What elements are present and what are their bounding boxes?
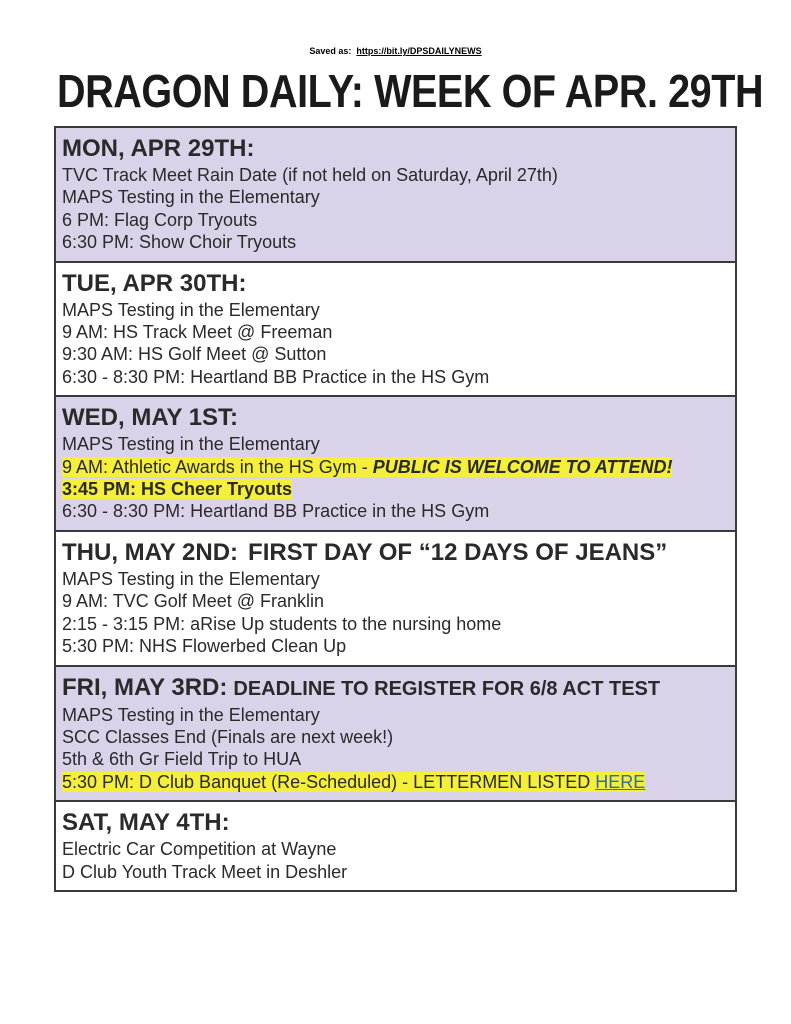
saved-as-note: [0, 46, 791, 56]
day-heading: MON, APR 29TH:: [62, 135, 255, 162]
event-line: Electric Car Competition at Wayne: [62, 839, 337, 860]
event-line-cheer: [62, 478, 729, 500]
day-heading: THU, MAY 2ND:: [62, 538, 239, 566]
awards-text: 9 AM: Athletic Awards in the HS Gym -: [62, 456, 373, 477]
event-line-banquet: [62, 771, 729, 793]
day-heading-row: [62, 538, 729, 568]
event-line: 2:15 - 3:15 PM: aRise Up students to the nursing home: [62, 613, 502, 634]
event-line: 6 PM: Flag Corp Tryouts: [62, 209, 258, 230]
day-saturday: [56, 802, 735, 890]
day-friday: [56, 667, 735, 803]
event-line: MAPS Testing in the Elementary: [62, 299, 320, 320]
day-monday: [56, 128, 735, 263]
lettermen-here-link[interactable]: HERE: [595, 771, 646, 792]
public-welcome-text: PUBLIC IS WELCOME TO ATTEND!: [372, 456, 673, 477]
saved-as-label: Saved as:: [309, 46, 352, 56]
event-line: SCC Classes End (Finals are next week!): [62, 726, 394, 747]
event-line: TVC Track Meet Rain Date (if not held on Saturday, April 27th): [62, 165, 558, 185]
day-wednesday: [56, 397, 735, 532]
event-line: D Club Youth Track Meet in Deshler: [62, 861, 348, 882]
day-subheading: FIRST DAY OF “12 DAYS OF JEANS”: [248, 538, 668, 566]
event-line: MAPS Testing in the Elementary: [62, 187, 320, 208]
event-line: MAPS Testing in the Elementary: [62, 704, 320, 725]
banquet-text: 5:30 PM: D Club Banquet (Re-Scheduled) - LETTERMEN LISTED: [62, 771, 596, 792]
event-line: 9 AM: HS Track Meet @ Freeman: [62, 322, 333, 343]
day-subheading: DEADLINE TO REGISTER FOR 6/8 ACT TEST: [233, 677, 661, 700]
day-tuesday: [56, 263, 735, 398]
event-line-awards: [62, 456, 729, 478]
page-title: DRAGON DAILY: WEEK OF APR. 29TH: [57, 65, 764, 117]
event-line: 6:30 PM: Show Choir Tryouts: [62, 232, 297, 253]
event-line: MAPS Testing in the Elementary: [62, 568, 320, 589]
event-line: 5th & 6th Gr Field Trip to HUA: [62, 749, 302, 770]
day-heading: FRI, MAY 3RD:: [62, 673, 228, 701]
event-line: MAPS Testing in the Elementary: [62, 434, 320, 455]
event-line: 9 AM: TVC Golf Meet @ Franklin: [62, 591, 325, 612]
day-heading: TUE, APR 30TH:: [62, 269, 247, 297]
event-line: 6:30 - 8:30 PM: Heartland BB Practice in the HS Gym: [62, 366, 490, 387]
day-heading: WED, MAY 1ST:: [62, 404, 239, 432]
schedule-table: [54, 126, 737, 892]
event-line: 6:30 - 8:30 PM: Heartland BB Practice in the HS Gym: [62, 501, 490, 522]
day-heading-row: [62, 673, 729, 704]
saved-as-url[interactable]: https://bit.ly/DPSDAILYNEWS: [356, 46, 482, 56]
cheer-tryouts-text: 3:45 PM: HS Cheer Tryouts: [62, 479, 293, 500]
event-line: 9:30 AM: HS Golf Meet @ Sutton: [62, 344, 327, 365]
event-line: 5:30 PM: NHS Flowerbed Clean Up: [62, 636, 347, 657]
day-thursday: [56, 532, 735, 667]
day-heading: SAT, MAY 4TH:: [62, 809, 230, 837]
